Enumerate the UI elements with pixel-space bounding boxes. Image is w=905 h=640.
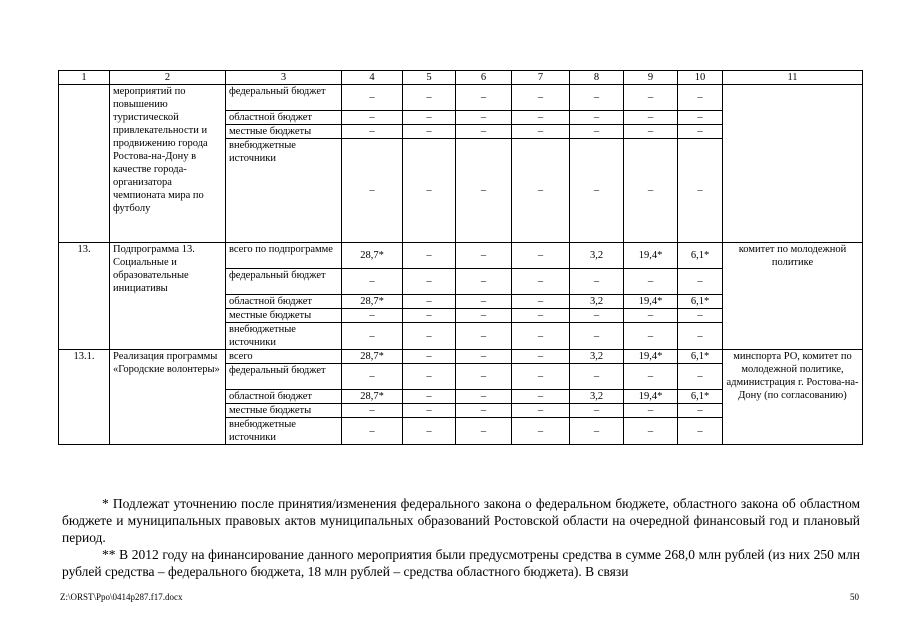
- page-number: 50: [850, 592, 859, 602]
- value-cell: –: [512, 295, 570, 309]
- value-cell: –: [512, 404, 570, 418]
- value-cell: –: [678, 418, 723, 445]
- value-cell: –: [624, 85, 678, 111]
- funding-source-cell: внебюджетные источники: [226, 139, 342, 243]
- value-cell: –: [403, 269, 456, 295]
- executor-cell: минспорта РО, комитет по молодежной политике, администрация г. Ростова-на-Дону (по согласованию): [723, 350, 863, 445]
- header-cell: 1: [59, 71, 110, 85]
- value-cell: –: [403, 390, 456, 404]
- value-cell: –: [512, 350, 570, 364]
- value-cell: –: [342, 364, 403, 390]
- value-cell: –: [456, 350, 512, 364]
- value-cell: –: [342, 323, 403, 350]
- table-row: [59, 350, 863, 364]
- value-cell: –: [342, 139, 403, 243]
- value-cell: –: [342, 125, 403, 139]
- value-cell: –: [512, 125, 570, 139]
- value-cell: –: [678, 111, 723, 125]
- value-cell: 28,7*: [342, 295, 403, 309]
- value-cell: –: [403, 309, 456, 323]
- value-cell: –: [678, 404, 723, 418]
- value-cell: –: [624, 404, 678, 418]
- value-cell: –: [403, 85, 456, 111]
- value-cell: –: [456, 243, 512, 269]
- value-cell: –: [456, 309, 512, 323]
- value-cell: –: [456, 404, 512, 418]
- value-cell: –: [403, 350, 456, 364]
- funding-source-cell: всего: [226, 350, 342, 364]
- header-cell: 8: [570, 71, 624, 85]
- footnotes: [62, 495, 860, 580]
- value-cell: –: [678, 269, 723, 295]
- value-cell: –: [570, 85, 624, 111]
- value-cell: –: [342, 404, 403, 418]
- value-cell: –: [342, 269, 403, 295]
- activity-name-cell: мероприятий по повышению туристической привлекательности и продвижению города Ростова-на-Дону в качестве города-организатора чемпионата мира по футболу: [110, 85, 226, 243]
- footnote-2: ** В 2012 году на финансирование данного мероприятия были предусмотрены средства в сумме 268,0 млн рублей (из них 250 млн рублей средства – федерального бюджета, 18 млн рублей – средства областного бюджета). В связи: [62, 547, 860, 579]
- funding-source-cell: местные бюджеты: [226, 125, 342, 139]
- value-cell: –: [456, 364, 512, 390]
- value-cell: 19,4*: [624, 243, 678, 269]
- table-header-row: [59, 71, 863, 85]
- funding-source-cell: федеральный бюджет: [226, 85, 342, 111]
- funding-source-cell: федеральный бюджет: [226, 364, 342, 390]
- value-cell: –: [512, 269, 570, 295]
- funding-source-cell: всего по подпрограмме: [226, 243, 342, 269]
- budget-table: [58, 70, 863, 445]
- value-cell: –: [342, 418, 403, 445]
- funding-source-cell: внебюджетные источники: [226, 418, 342, 445]
- value-cell: –: [570, 309, 624, 323]
- value-cell: –: [512, 85, 570, 111]
- funding-source-cell: федеральный бюджет: [226, 269, 342, 295]
- funding-source-cell: областной бюджет: [226, 295, 342, 309]
- value-cell: –: [624, 323, 678, 350]
- footnote-1: * Подлежат уточнению после принятия/изменения федерального закона о федеральном бюджете, областного закона об областном бюджете и муниципальных правовых актов муниципальных образований Ростовской области на очередной финансовый год и плановый период.: [62, 496, 860, 545]
- header-cell: 9: [624, 71, 678, 85]
- value-cell: –: [512, 390, 570, 404]
- value-cell: 6,1*: [678, 390, 723, 404]
- value-cell: –: [403, 364, 456, 390]
- value-cell: –: [678, 139, 723, 243]
- value-cell: –: [403, 111, 456, 125]
- value-cell: –: [342, 111, 403, 125]
- value-cell: –: [403, 125, 456, 139]
- value-cell: 28,7*: [342, 243, 403, 269]
- value-cell: –: [570, 404, 624, 418]
- funding-source-cell: местные бюджеты: [226, 309, 342, 323]
- value-cell: –: [570, 323, 624, 350]
- value-cell: –: [678, 85, 723, 111]
- value-cell: –: [624, 364, 678, 390]
- header-cell: 4: [342, 71, 403, 85]
- funding-source-cell: внебюджетные источники: [226, 323, 342, 350]
- funding-source-cell: местные бюджеты: [226, 404, 342, 418]
- value-cell: 28,7*: [342, 350, 403, 364]
- value-cell: 6,1*: [678, 243, 723, 269]
- value-cell: –: [570, 269, 624, 295]
- value-cell: –: [456, 390, 512, 404]
- value-cell: –: [456, 139, 512, 243]
- value-cell: –: [456, 418, 512, 445]
- executor-cell: комитет по молодежной политике: [723, 243, 863, 350]
- header-cell: 7: [512, 71, 570, 85]
- value-cell: –: [512, 418, 570, 445]
- value-cell: –: [678, 125, 723, 139]
- value-cell: –: [678, 364, 723, 390]
- value-cell: 3,2: [570, 350, 624, 364]
- value-cell: –: [403, 295, 456, 309]
- header-cell: 11: [723, 71, 863, 85]
- row-number-cell: 13.: [59, 243, 110, 350]
- value-cell: –: [570, 364, 624, 390]
- value-cell: –: [456, 295, 512, 309]
- header-cell: 5: [403, 71, 456, 85]
- value-cell: –: [403, 404, 456, 418]
- value-cell: –: [624, 111, 678, 125]
- value-cell: –: [456, 85, 512, 111]
- value-cell: –: [403, 323, 456, 350]
- value-cell: 19,4*: [624, 390, 678, 404]
- value-cell: –: [512, 111, 570, 125]
- value-cell: –: [403, 243, 456, 269]
- header-cell: 3: [226, 71, 342, 85]
- executor-cell: [723, 85, 863, 243]
- row-number-cell: [59, 85, 110, 243]
- row-number-cell: 13.1.: [59, 350, 110, 445]
- header-cell: 10: [678, 71, 723, 85]
- value-cell: –: [403, 139, 456, 243]
- value-cell: –: [624, 139, 678, 243]
- header-cell: 2: [110, 71, 226, 85]
- value-cell: 3,2: [570, 390, 624, 404]
- file-path: Z:\ORST\Ppo\0414p287.f17.docx: [60, 592, 183, 602]
- value-cell: –: [512, 323, 570, 350]
- value-cell: –: [512, 243, 570, 269]
- value-cell: –: [512, 309, 570, 323]
- value-cell: –: [624, 418, 678, 445]
- value-cell: 6,1*: [678, 350, 723, 364]
- value-cell: –: [512, 364, 570, 390]
- value-cell: –: [456, 269, 512, 295]
- value-cell: –: [678, 323, 723, 350]
- value-cell: –: [570, 139, 624, 243]
- value-cell: –: [624, 269, 678, 295]
- value-cell: –: [624, 125, 678, 139]
- value-cell: –: [678, 309, 723, 323]
- value-cell: –: [342, 85, 403, 111]
- value-cell: 3,2: [570, 295, 624, 309]
- value-cell: 6,1*: [678, 295, 723, 309]
- funding-source-cell: областной бюджет: [226, 111, 342, 125]
- table-row: [59, 85, 863, 111]
- value-cell: –: [456, 111, 512, 125]
- value-cell: –: [624, 309, 678, 323]
- activity-name-cell: Реализация программы «Городские волонтеры»: [110, 350, 226, 445]
- value-cell: –: [512, 139, 570, 243]
- value-cell: –: [456, 125, 512, 139]
- value-cell: –: [570, 111, 624, 125]
- value-cell: –: [342, 309, 403, 323]
- activity-name-cell: Подпрограмма 13. Социальные и образовательные инициативы: [110, 243, 226, 350]
- value-cell: –: [456, 323, 512, 350]
- value-cell: –: [570, 418, 624, 445]
- value-cell: –: [403, 418, 456, 445]
- funding-source-cell: областной бюджет: [226, 390, 342, 404]
- table-row: [59, 243, 863, 269]
- value-cell: 3,2: [570, 243, 624, 269]
- header-cell: 6: [456, 71, 512, 85]
- value-cell: 19,4*: [624, 350, 678, 364]
- value-cell: –: [570, 125, 624, 139]
- value-cell: 19,4*: [624, 295, 678, 309]
- value-cell: 28,7*: [342, 390, 403, 404]
